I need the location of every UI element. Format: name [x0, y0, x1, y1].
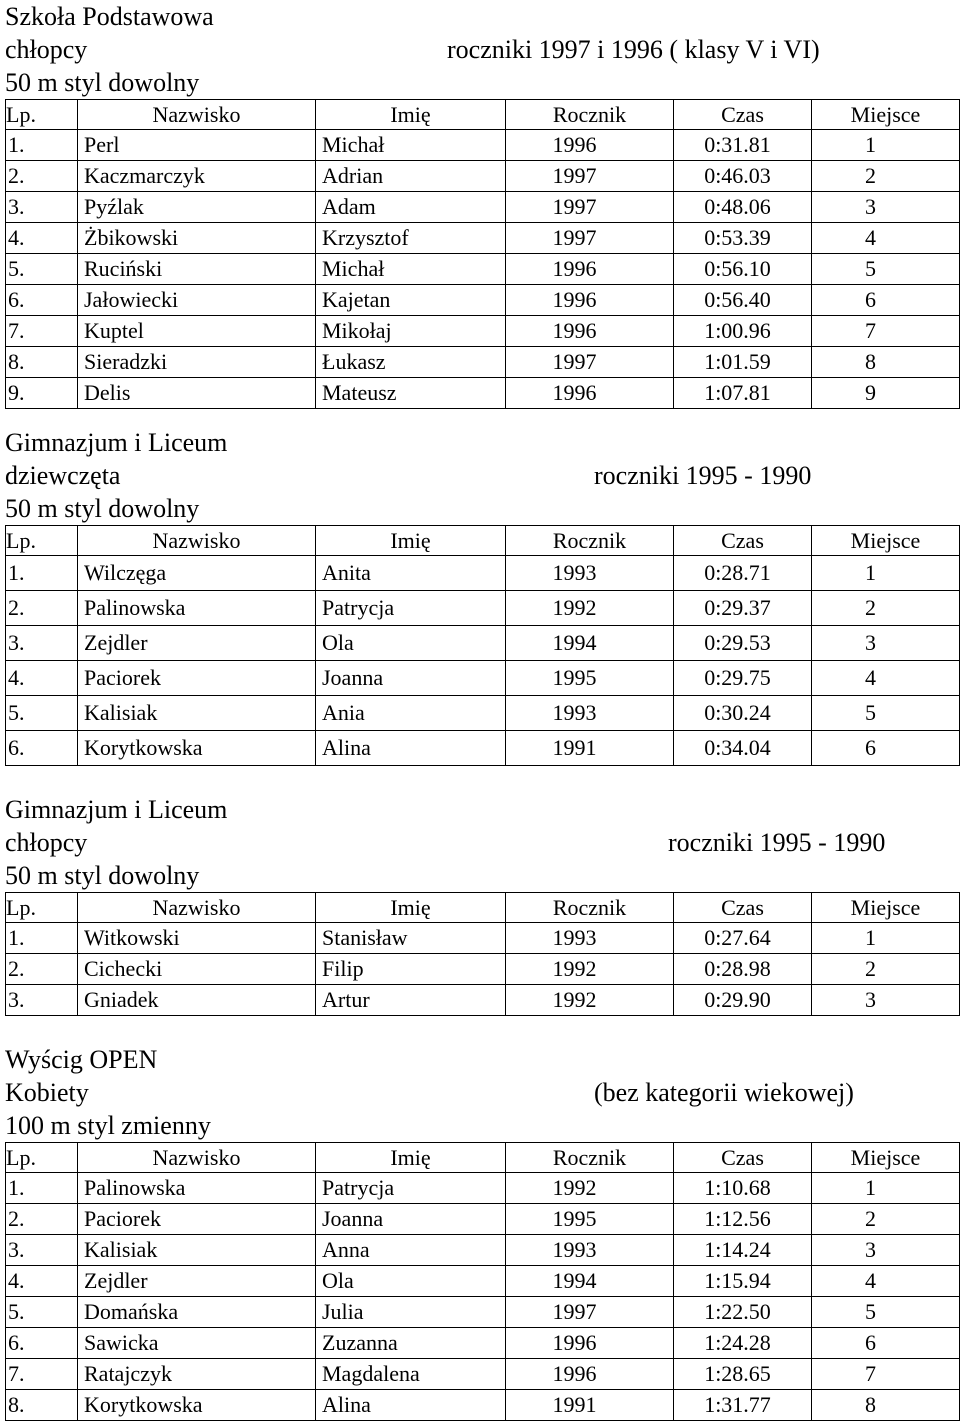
- cell-nazwisko: Ratajczyk: [78, 1359, 316, 1390]
- table-row: [6, 1390, 960, 1421]
- cell-lp: 3.: [6, 626, 78, 661]
- cell-rocznik: 1996: [506, 378, 674, 409]
- results-table: [5, 892, 960, 1016]
- results-table: [5, 1142, 960, 1421]
- cell-czas: 0:30.24: [674, 696, 812, 731]
- cell-lp: 4.: [6, 661, 78, 696]
- cell-lp: 7.: [6, 316, 78, 347]
- cell-lp: 2.: [6, 161, 78, 192]
- cell-lp: 6.: [6, 731, 78, 766]
- header-miejsce: Miejsce: [812, 893, 960, 923]
- cell-lp: 9.: [6, 378, 78, 409]
- results-section: [0, 1043, 960, 1421]
- cell-lp: 4.: [6, 1266, 78, 1297]
- cell-rocznik: 1993: [506, 923, 674, 954]
- cell-miejsce: 7: [812, 1359, 960, 1390]
- cell-rocznik: 1996: [506, 1359, 674, 1390]
- cell-rocznik: 1996: [506, 285, 674, 316]
- cell-miejsce: 1: [812, 923, 960, 954]
- cell-czas: 0:28.71: [674, 556, 812, 591]
- cell-miejsce: 2: [812, 161, 960, 192]
- cell-miejsce: 8: [812, 1390, 960, 1421]
- header-nazwisko: Nazwisko: [78, 526, 316, 556]
- cell-miejsce: 6: [812, 731, 960, 766]
- table-row: [6, 1266, 960, 1297]
- table-row: [6, 130, 960, 161]
- header-lp: Lp.: [6, 1143, 78, 1173]
- cell-nazwisko: Witkowski: [78, 923, 316, 954]
- section-group-line: [0, 33, 960, 66]
- results-section: [0, 793, 960, 1016]
- header-nazwisko: Nazwisko: [78, 893, 316, 923]
- cell-nazwisko: Paciorek: [78, 661, 316, 696]
- section-group: chłopcy: [5, 828, 88, 857]
- cell-nazwisko: Sieradzki: [78, 347, 316, 378]
- cell-miejsce: 1: [812, 130, 960, 161]
- cell-miejsce: 4: [812, 1266, 960, 1297]
- cell-czas: 0:31.81: [674, 130, 812, 161]
- cell-imie: Magdalena: [316, 1359, 506, 1390]
- results-table: [5, 525, 960, 766]
- cell-miejsce: 7: [812, 316, 960, 347]
- cell-czas: 0:56.10: [674, 254, 812, 285]
- cell-imie: Michał: [316, 130, 506, 161]
- cell-imie: Julia: [316, 1297, 506, 1328]
- section-event: 100 m styl zmienny: [5, 1111, 211, 1140]
- cell-imie: Ania: [316, 696, 506, 731]
- cell-czas: 1:07.81: [674, 378, 812, 409]
- header-imie: Imię: [316, 100, 506, 130]
- cell-lp: 2.: [6, 591, 78, 626]
- section-group-line: [0, 826, 960, 859]
- cell-imie: Anna: [316, 1235, 506, 1266]
- header-lp: Lp.: [6, 526, 78, 556]
- table-row: [6, 556, 960, 591]
- cell-rocznik: 1996: [506, 316, 674, 347]
- cell-rocznik: 1995: [506, 1204, 674, 1235]
- header-rocznik: Rocznik: [506, 100, 674, 130]
- cell-imie: Joanna: [316, 1204, 506, 1235]
- cell-lp: 3.: [6, 985, 78, 1016]
- section-group-line: [0, 1076, 960, 1109]
- header-lp: Lp.: [6, 100, 78, 130]
- cell-imie: Filip: [316, 954, 506, 985]
- cell-imie: Stanisław: [316, 923, 506, 954]
- cell-imie: Joanna: [316, 661, 506, 696]
- cell-nazwisko: Kalisiak: [78, 696, 316, 731]
- cell-rocznik: 1991: [506, 731, 674, 766]
- header-rocznik: Rocznik: [506, 1143, 674, 1173]
- header-rocznik: Rocznik: [506, 893, 674, 923]
- cell-rocznik: 1991: [506, 1390, 674, 1421]
- section-title: Wyścig OPEN: [5, 1045, 158, 1074]
- cell-czas: 1:31.77: [674, 1390, 812, 1421]
- cell-rocznik: 1997: [506, 1297, 674, 1328]
- header-rocznik: Rocznik: [506, 526, 674, 556]
- cell-nazwisko: Gniadek: [78, 985, 316, 1016]
- header-nazwisko: Nazwisko: [78, 100, 316, 130]
- cell-rocznik: 1994: [506, 1266, 674, 1297]
- cell-miejsce: 5: [812, 1297, 960, 1328]
- cell-czas: 1:15.94: [674, 1266, 812, 1297]
- section-event: 50 m styl dowolny: [5, 494, 200, 523]
- table-row: [6, 254, 960, 285]
- cell-imie: Adam: [316, 192, 506, 223]
- cell-imie: Łukasz: [316, 347, 506, 378]
- cell-imie: Alina: [316, 1390, 506, 1421]
- cell-imie: Mikołaj: [316, 316, 506, 347]
- table-row: [6, 316, 960, 347]
- cell-imie: Ola: [316, 1266, 506, 1297]
- cell-lp: 1.: [6, 556, 78, 591]
- header-czas: Czas: [674, 100, 812, 130]
- cell-lp: 5.: [6, 254, 78, 285]
- cell-nazwisko: Paciorek: [78, 1204, 316, 1235]
- table-row: [6, 1359, 960, 1390]
- table-row: [6, 285, 960, 316]
- table-header-row: [6, 100, 960, 130]
- cell-rocznik: 1994: [506, 626, 674, 661]
- table-row: [6, 985, 960, 1016]
- table-row: [6, 192, 960, 223]
- cell-nazwisko: Perl: [78, 130, 316, 161]
- cell-czas: 0:29.53: [674, 626, 812, 661]
- cell-nazwisko: Kalisiak: [78, 1235, 316, 1266]
- table-row: [6, 161, 960, 192]
- header-czas: Czas: [674, 1143, 812, 1173]
- table-row: [6, 1235, 960, 1266]
- cell-nazwisko: Sawicka: [78, 1328, 316, 1359]
- table-row: [6, 1204, 960, 1235]
- results-table: [5, 99, 960, 409]
- table-row: [6, 696, 960, 731]
- table-row: [6, 731, 960, 766]
- cell-rocznik: 1997: [506, 223, 674, 254]
- header-imie: Imię: [316, 1143, 506, 1173]
- table-header-row: [6, 1143, 960, 1173]
- table-row: [6, 223, 960, 254]
- cell-rocznik: 1992: [506, 985, 674, 1016]
- cell-imie: Ola: [316, 626, 506, 661]
- cell-lp: 5.: [6, 696, 78, 731]
- cell-czas: 0:29.75: [674, 661, 812, 696]
- cell-lp: 8.: [6, 347, 78, 378]
- table-row: [6, 661, 960, 696]
- cell-rocznik: 1993: [506, 1235, 674, 1266]
- cell-rocznik: 1993: [506, 696, 674, 731]
- cell-lp: 1.: [6, 923, 78, 954]
- cell-miejsce: 6: [812, 1328, 960, 1359]
- cell-imie: Kajetan: [316, 285, 506, 316]
- cell-lp: 3.: [6, 1235, 78, 1266]
- cell-nazwisko: Wilczęga: [78, 556, 316, 591]
- cell-czas: 0:56.40: [674, 285, 812, 316]
- cell-imie: Adrian: [316, 161, 506, 192]
- cell-miejsce: 2: [812, 591, 960, 626]
- table-row: [6, 1173, 960, 1204]
- cell-miejsce: 5: [812, 696, 960, 731]
- header-miejsce: Miejsce: [812, 526, 960, 556]
- cell-nazwisko: Ruciński: [78, 254, 316, 285]
- cell-rocznik: 1996: [506, 1328, 674, 1359]
- cell-rocznik: 1996: [506, 130, 674, 161]
- cell-nazwisko: Palinowska: [78, 1173, 316, 1204]
- cell-czas: 0:27.64: [674, 923, 812, 954]
- section-group: Kobiety: [5, 1078, 89, 1107]
- cell-rocznik: 1995: [506, 661, 674, 696]
- table-row: [6, 923, 960, 954]
- table-row: [6, 347, 960, 378]
- section-years: roczniki 1997 i 1996 ( klasy V i VI): [447, 35, 820, 64]
- cell-nazwisko: Palinowska: [78, 591, 316, 626]
- table-row: [6, 626, 960, 661]
- section-title: Gimnazjum i Liceum: [5, 795, 228, 824]
- table-row: [6, 954, 960, 985]
- cell-miejsce: 1: [812, 1173, 960, 1204]
- section-group-line: [0, 459, 960, 492]
- cell-lp: 7.: [6, 1359, 78, 1390]
- header-imie: Imię: [316, 893, 506, 923]
- cell-imie: Patrycja: [316, 591, 506, 626]
- cell-lp: 5.: [6, 1297, 78, 1328]
- cell-miejsce: 4: [812, 661, 960, 696]
- table-row: [6, 1328, 960, 1359]
- cell-lp: 4.: [6, 223, 78, 254]
- cell-czas: 1:24.28: [674, 1328, 812, 1359]
- cell-rocznik: 1992: [506, 954, 674, 985]
- cell-imie: Krzysztof: [316, 223, 506, 254]
- cell-lp: 1.: [6, 130, 78, 161]
- cell-rocznik: 1992: [506, 591, 674, 626]
- results-section: [0, 0, 960, 409]
- cell-czas: 1:22.50: [674, 1297, 812, 1328]
- table-header-row: [6, 893, 960, 923]
- cell-miejsce: 9: [812, 378, 960, 409]
- cell-miejsce: 8: [812, 347, 960, 378]
- cell-lp: 6.: [6, 1328, 78, 1359]
- cell-rocznik: 1996: [506, 254, 674, 285]
- cell-czas: 0:46.03: [674, 161, 812, 192]
- cell-miejsce: 3: [812, 985, 960, 1016]
- cell-rocznik: 1997: [506, 347, 674, 378]
- cell-imie: Zuzanna: [316, 1328, 506, 1359]
- header-miejsce: Miejsce: [812, 1143, 960, 1173]
- cell-rocznik: 1993: [506, 556, 674, 591]
- cell-miejsce: 3: [812, 192, 960, 223]
- cell-czas: 1:28.65: [674, 1359, 812, 1390]
- cell-imie: Anita: [316, 556, 506, 591]
- cell-czas: 0:29.37: [674, 591, 812, 626]
- cell-nazwisko: Cichecki: [78, 954, 316, 985]
- cell-rocznik: 1997: [506, 192, 674, 223]
- cell-rocznik: 1992: [506, 1173, 674, 1204]
- cell-nazwisko: Zejdler: [78, 626, 316, 661]
- header-imie: Imię: [316, 526, 506, 556]
- cell-lp: 6.: [6, 285, 78, 316]
- section-group: dziewczęta: [5, 461, 121, 490]
- cell-nazwisko: Korytkowska: [78, 1390, 316, 1421]
- results-section: [0, 426, 960, 766]
- cell-imie: Michał: [316, 254, 506, 285]
- section-title: Gimnazjum i Liceum: [5, 428, 228, 457]
- section-title: Szkoła Podstawowa: [5, 2, 214, 31]
- section-years: roczniki 1995 - 1990: [594, 461, 812, 490]
- cell-nazwisko: Korytkowska: [78, 731, 316, 766]
- header-lp: Lp.: [6, 893, 78, 923]
- table-header-row: [6, 526, 960, 556]
- cell-czas: 0:28.98: [674, 954, 812, 985]
- section-years: roczniki 1995 - 1990: [668, 828, 886, 857]
- cell-nazwisko: Delis: [78, 378, 316, 409]
- cell-imie: Mateusz: [316, 378, 506, 409]
- cell-lp: 2.: [6, 954, 78, 985]
- cell-nazwisko: Pyźlak: [78, 192, 316, 223]
- cell-miejsce: 6: [812, 285, 960, 316]
- cell-czas: 0:29.90: [674, 985, 812, 1016]
- cell-nazwisko: Żbikowski: [78, 223, 316, 254]
- cell-czas: 1:01.59: [674, 347, 812, 378]
- cell-lp: 1.: [6, 1173, 78, 1204]
- section-event: 50 m styl dowolny: [5, 68, 200, 97]
- header-czas: Czas: [674, 526, 812, 556]
- table-row: [6, 1297, 960, 1328]
- cell-czas: 0:53.39: [674, 223, 812, 254]
- cell-nazwisko: Kuptel: [78, 316, 316, 347]
- cell-lp: 2.: [6, 1204, 78, 1235]
- cell-czas: 0:48.06: [674, 192, 812, 223]
- cell-miejsce: 2: [812, 954, 960, 985]
- cell-nazwisko: Kaczmarczyk: [78, 161, 316, 192]
- cell-nazwisko: Domańska: [78, 1297, 316, 1328]
- cell-imie: Patrycja: [316, 1173, 506, 1204]
- section-years: (bez kategorii wiekowej): [594, 1078, 854, 1107]
- cell-czas: 1:00.96: [674, 316, 812, 347]
- cell-miejsce: 1: [812, 556, 960, 591]
- section-group: chłopcy: [5, 35, 88, 64]
- table-row: [6, 591, 960, 626]
- cell-miejsce: 3: [812, 1235, 960, 1266]
- cell-miejsce: 5: [812, 254, 960, 285]
- cell-nazwisko: Jałowiecki: [78, 285, 316, 316]
- cell-imie: Alina: [316, 731, 506, 766]
- cell-imie: Artur: [316, 985, 506, 1016]
- cell-miejsce: 3: [812, 626, 960, 661]
- header-miejsce: Miejsce: [812, 100, 960, 130]
- table-row: [6, 378, 960, 409]
- cell-czas: 0:34.04: [674, 731, 812, 766]
- header-nazwisko: Nazwisko: [78, 1143, 316, 1173]
- header-czas: Czas: [674, 893, 812, 923]
- cell-czas: 1:12.56: [674, 1204, 812, 1235]
- section-event: 50 m styl dowolny: [5, 861, 200, 890]
- cell-rocznik: 1997: [506, 161, 674, 192]
- cell-lp: 8.: [6, 1390, 78, 1421]
- cell-lp: 3.: [6, 192, 78, 223]
- cell-czas: 1:10.68: [674, 1173, 812, 1204]
- cell-czas: 1:14.24: [674, 1235, 812, 1266]
- cell-miejsce: 2: [812, 1204, 960, 1235]
- cell-miejsce: 4: [812, 223, 960, 254]
- cell-nazwisko: Zejdler: [78, 1266, 316, 1297]
